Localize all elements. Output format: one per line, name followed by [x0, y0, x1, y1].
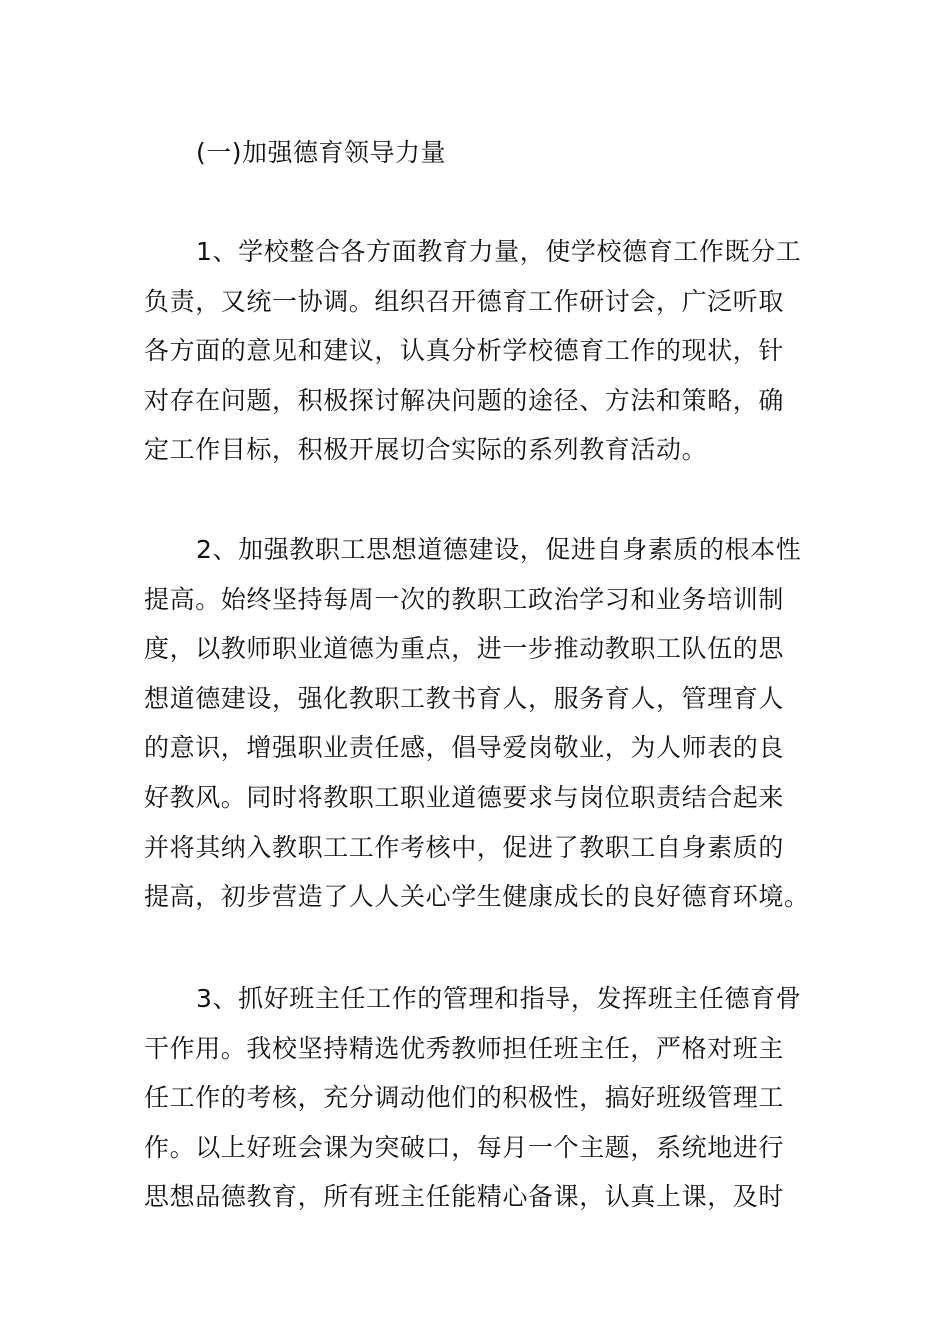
paragraph-line: 并将其纳入教职工工作考核中，促进了教职工自身素质的	[144, 832, 785, 862]
paragraph-3	[144, 974, 824, 1222]
paragraph-line: 各方面的意见和建议，认真分析学校德育工作的现状，针	[144, 336, 785, 366]
paragraph-line: 任工作的考核，充分调动他们的积极性，搞好班级管理工	[144, 1083, 785, 1113]
paragraph-line: 1、学校整合各方面教育力量，使学校德育工作既分工	[196, 237, 802, 266]
paragraph-line: 想道德建设，强化教职工教书育人，服务育人，管理育人	[144, 683, 785, 713]
paragraph-line: 负责，又统一协调。组织召开德育工作研讨会，广泛听取	[144, 286, 785, 316]
paragraph-line: 提高，初步营造了人人关心学生健康成长的良好德育环境。	[144, 882, 810, 912]
paragraph-line: 作。以上好班会课为突破口，每月一个主题，系统地进行	[144, 1132, 785, 1162]
paragraph-2	[144, 525, 824, 922]
paragraph-line: 思想品德教育，所有班主任能精心备课，认真上课，及时	[144, 1182, 785, 1212]
paragraph-line: 定工作目标，积极开展切合实际的系列教育活动。	[144, 435, 708, 465]
section-heading: (一)加强德育领导力量	[196, 138, 447, 167]
paragraph-line: 的意识，增强职业责任感，倡导爱岗敬业，为人师表的良	[144, 733, 785, 763]
paragraph-line: 对存在问题，积极探讨解决问题的途径、方法和策略，确	[144, 385, 785, 415]
paragraph-line: 好教风。同时将教职工职业道德要求与岗位职责结合起来	[144, 782, 785, 812]
paragraph-line: 干作用。我校坚持精选优秀教师担任班主任，严格对班主	[144, 1033, 785, 1063]
paragraph-line: 提高。始终坚持每周一次的教职工政治学习和业务培训制	[144, 584, 785, 614]
paragraph-line: 3、抓好班主任工作的管理和指导，发挥班主任德育骨	[196, 984, 802, 1013]
paragraph-line: 度，以教师职业道德为重点，进一步推动教职工队伍的思	[144, 634, 785, 664]
paragraph-1	[144, 227, 824, 475]
paragraph-line: 2、加强教职工思想道德建设，促进自身素质的根本性	[196, 535, 802, 564]
